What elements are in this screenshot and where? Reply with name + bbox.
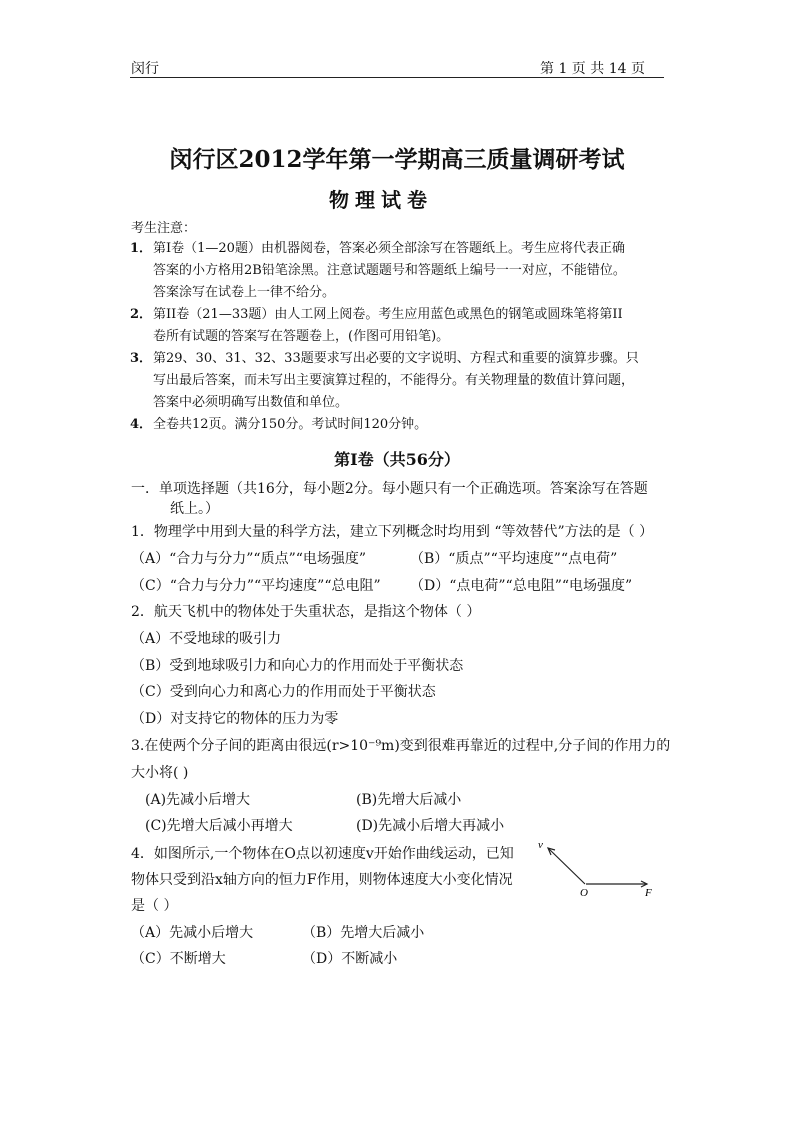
- question-4-option-b: （B）先增大后减小: [302, 925, 425, 941]
- notice-heading: 考生注意：: [131, 221, 197, 236]
- question-3-option-b: (B)先增大后减小: [356, 792, 462, 808]
- notice-number-3: 3．: [130, 351, 153, 366]
- question-2-option-c: （C）受到向心力和离心力的作用而处于平衡状态: [131, 684, 436, 700]
- question-3-option-c: (C)先增大后减小再增大: [145, 818, 293, 834]
- part1-instruction-line-2: 纸上。）: [170, 501, 219, 517]
- header-divider: [130, 77, 664, 78]
- notice-1-line-1: 第I卷（1—20题）由机器阅卷，答案必须全部涂写在答题纸上。考生应将代表正确: [153, 241, 625, 256]
- question-1-stem: 1．物理学中用到大量的科学方法，建立下列概念时均用到 “等效替代”方法的是（ ）: [131, 524, 654, 540]
- question-4-stem-line-2: 物体只受到沿x轴方向的恒力F作用，则物体速度大小变化情况: [131, 872, 513, 888]
- question-2-option-b: （B）受到地球吸引力和向心力的作用而处于平衡状态: [131, 658, 464, 674]
- question-1-option-a: （A）“合力与分力”“质点”“电场强度”: [131, 551, 367, 567]
- question-2-stem: 2．航天飞机中的物体处于失重状态，是指这个物体（ ）: [131, 604, 481, 620]
- question-4-option-d: （D）不断减小: [302, 951, 398, 967]
- notice-4-line-1: 全卷共12页。满分150分。考试时间120分钟。: [153, 417, 428, 432]
- question-4-option-c: （C）不断增大: [131, 951, 226, 967]
- notice-1-line-3: 答案涂写在试卷上一律不给分。: [153, 285, 336, 300]
- question-4-option-a: （A）先减小后增大: [131, 925, 254, 941]
- notice-2-line-2: 卷所有试题的答案写在答题卷上，(作图可用铅笔)。: [153, 329, 450, 344]
- notice-3-line-2: 写出最后答案，而未写出主要演算过程的，不能得分。有关物理量的数值计算问题，: [153, 373, 635, 388]
- question-2-option-a: （A）不受地球的吸引力: [131, 631, 282, 647]
- header-left: 闵行: [131, 61, 159, 77]
- notice-number-2: 2．: [130, 307, 153, 322]
- question-1-option-b: （B）“质点”“平均速度”“点电荷”: [410, 551, 618, 567]
- question-4-stem-line-3: 是（ ）: [131, 898, 178, 914]
- page-title: 闵行区2012学年第一学期高三质量调研考试: [169, 146, 625, 173]
- question-1-option-d: （D）“点电荷”“总电阻”“电场强度”: [410, 578, 633, 594]
- notice-1-line-2: 答案的小方格用2B铅笔涂黑。注意试题题号和答题纸上编号一一对应，不能错位。: [153, 263, 626, 278]
- notice-2-line-1: 第II卷（21—33题）由人工网上阅卷。考生应用蓝色或黑色的钢笔或圆珠笔将第II: [153, 307, 623, 322]
- part1-instruction-line-1: 一．单项选择题（共16分，每小题2分。每小题只有一个正确选项。答案涂写在答题: [131, 481, 648, 497]
- question-3-stem-line-1: 3.在使两个分子间的距离由很远(r>10⁻⁹m)变到很难再靠近的过程中,分子间的作用力的: [131, 738, 671, 754]
- section-heading: 第I卷（共56分）: [334, 450, 460, 469]
- velocity-vector: [548, 848, 585, 884]
- page-subtitle: 物理试卷: [329, 188, 433, 212]
- question-3-option-d: (D)先减小后增大再减小: [356, 818, 505, 834]
- velocity-label: v: [538, 839, 543, 851]
- notice-number-1: 1．: [130, 241, 153, 256]
- force-vector: [586, 881, 647, 887]
- header-page-number: 第 1 页 共 14 页: [540, 61, 645, 77]
- notice-3-line-1: 第29、30、31、32、33题要求写出必要的文字说明、方程式和重要的演算步骤。只: [153, 351, 639, 366]
- question-1-option-c: （C）“合力与分力”“平均速度”“总电阻”: [131, 578, 381, 594]
- question-3-option-a: (A)先减小后增大: [145, 792, 251, 808]
- question-2-option-d: （D）对支持它的物体的压力为零: [131, 711, 339, 727]
- notice-3-line-3: 答案中必须明确写出数值和单位。: [153, 395, 349, 410]
- question-4-stem-line-1: 4．如图所示,一个物体在O点以初速度v开始作曲线运动，已知: [131, 846, 514, 862]
- notice-number-4: 4．: [130, 417, 153, 432]
- question-3-stem-line-2: 大小将( ): [131, 765, 189, 781]
- force-label: F: [645, 887, 652, 899]
- origin-label: O: [580, 887, 588, 899]
- question-4-figure: [535, 838, 660, 900]
